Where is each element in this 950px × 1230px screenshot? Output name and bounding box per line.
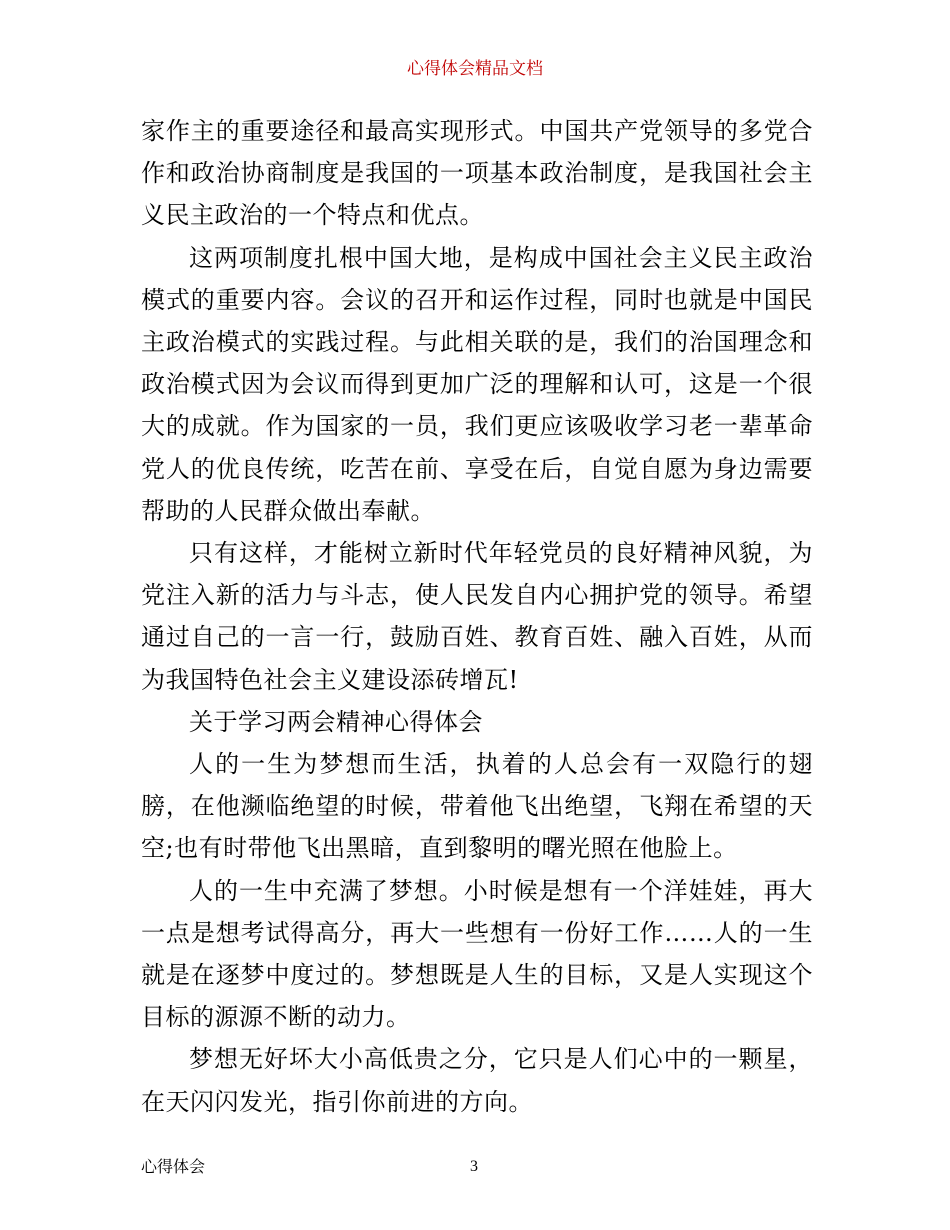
document-body <box>141 110 813 1123</box>
section-heading: 关于学习两会精神心得体会 <box>189 707 483 736</box>
page-header-title: 心得体会精品文档 <box>407 59 543 79</box>
page-number: 3 <box>470 1158 478 1175</box>
footer-label: 心得体会 <box>141 1157 206 1176</box>
paragraph: 梦想无好坏大小高低贵之分，它只是人们心中的一颗星，在天闪闪发光，指引你前进的方向。 <box>141 1045 813 1116</box>
paragraph: 人的一生为梦想而生活，执着的人总会有一双隐行的翅膀，在他濒临绝望的时候，带着他飞出绝望，飞翔在希望的天空;也有时带他飞出黑暗，直到黎明的曙光照在他脸上。 <box>141 750 813 863</box>
paragraph: 家作主的重要途径和最高实现形式。中国共产党领导的多党合作和政治协商制度是我国的一项基本政治制度，是我国社会主义民主政治的一个特点和优点。 <box>141 117 813 230</box>
paragraph: 只有这样，才能树立新时代年轻党员的良好精神风貌，为党注入新的活力与斗志，使人民发自内心拥护党的领导。希望通过自己的一言一行，鼓励百姓、教育百姓、融入百姓，从而为我国特色社会主义建设添砖增瓦! <box>141 539 813 694</box>
paragraph: 这两项制度扎根中国大地，是构成中国社会主义民主政治模式的重要内容。会议的召开和运作过程，同时也就是中国民主政治模式的实践过程。与此相关联的是，我们的治国理念和政治模式因为会议而得到更加广泛的理解和认可，这是一个很大的成就。作为国家的一员，我们更应该吸收学习老一辈革命党人的优良传统，吃苦在前、享受在后，自觉自愿为身边需要帮助的人民群众做出奉献。 <box>141 243 813 525</box>
paragraph: 人的一生中充满了梦想。小时候是想有一个洋娃娃，再大一点是想考试得高分，再大一些想有一份好工作……人的一生就是在逐梦中度过的。梦想既是人生的目标，又是人实现这个目标的源源不断的动力。 <box>141 876 813 1032</box>
